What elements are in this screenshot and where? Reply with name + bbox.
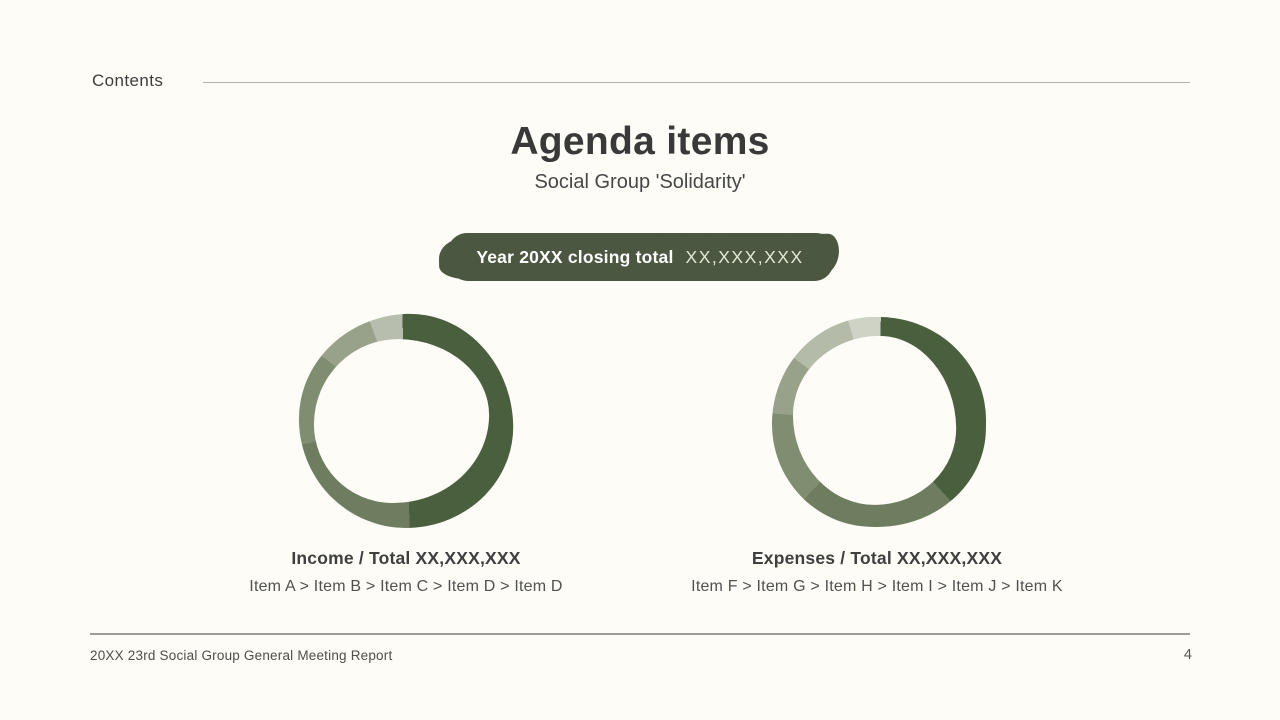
contents-label: Contents xyxy=(92,71,164,90)
closing-total-label: Year 20XX closing total xyxy=(476,246,674,267)
income-donut-hole xyxy=(313,338,491,505)
income-caption xyxy=(206,548,606,596)
income-caption-items: Item A > Item B > Item C > Item D > Item D xyxy=(249,578,563,595)
page-title: Agenda items xyxy=(510,120,770,163)
expenses-donut-hole xyxy=(792,335,958,507)
expenses-caption xyxy=(657,548,1097,596)
closing-total-badge xyxy=(446,233,834,281)
expenses-donut-chart xyxy=(770,315,988,529)
expenses-caption-title: Expenses / Total XX,XXX,XXX xyxy=(751,548,1003,568)
expenses-caption-items: Item F > Item G > Item H > Item I > Item J > Item K xyxy=(691,578,1063,595)
footer-report-title: 20XX 23rd Social Group General Meeting Report xyxy=(90,648,393,663)
header-divider-line xyxy=(203,82,1190,83)
page-subtitle: Social Group 'Solidarity' xyxy=(534,171,746,193)
income-donut-chart xyxy=(295,310,516,531)
income-caption-title: Income / Total XX,XXX,XXX xyxy=(291,548,521,568)
closing-total-value: XX,XXX,XXX xyxy=(685,246,804,267)
page-number: 4 xyxy=(1183,647,1192,663)
footer-divider-line xyxy=(90,633,1190,635)
